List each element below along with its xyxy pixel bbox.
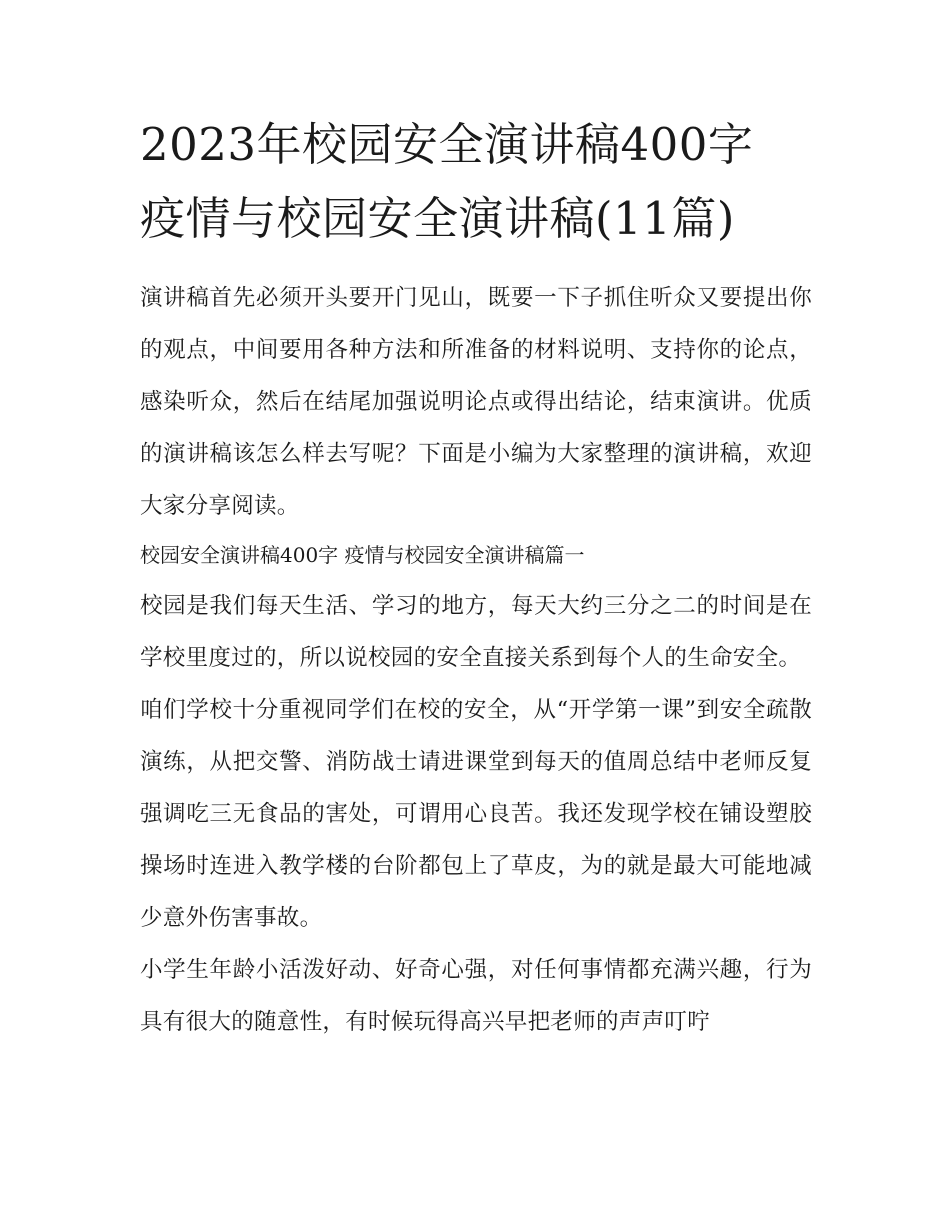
body-paragraph-1: 校园是我们每天生活、学习的地方，每天大约三分之二的时间是在学校里度过的，所以说校园的安全直接关系到每个人的生命安全。 <box>140 593 812 671</box>
body-paragraph-2: 咱们学校十分重视同学们在校的安全，从“开学第一课”到安全疏散演练，从把交警、消防战士请进课堂到每天的值周总结中老师反复强调吃三无食品的害处，可谓用心良苦。我还发现学校在铺设塑胶操场时连进入教学楼的台阶都包上了草皮，为的就是最大可能地减少意外伤害事故。 <box>140 697 812 931</box>
section-heading: 校园安全演讲稿400字 疫情与校园安全演讲稿篇一 <box>140 543 585 567</box>
title-line-1: 2023年校园安全演讲稿400字 <box>140 118 754 171</box>
document-title <box>140 108 812 256</box>
document-body <box>140 272 812 1048</box>
body-paragraph-3: 小学生年龄小活泼好动、好奇心强，对任何事情都充满兴趣，行为具有很大的随意性，有时候玩得高兴早把老师的声声叮咛 <box>140 957 812 1035</box>
title-line-2: 疫情与校园安全演讲稿(11篇) <box>140 192 735 245</box>
intro-paragraph: 演讲稿首先必须开头要开门见山，既要一下子抓住听众又要提出你的观点，中间要用各种方法和所准备的材料说明、支持你的论点，感染听众，然后在结尾加强说明论点或得出结论，结束演讲。优质的演讲稿该怎么样去写呢？下面是小编为大家整理的演讲稿，欢迎大家分享阅读。 <box>140 285 812 519</box>
